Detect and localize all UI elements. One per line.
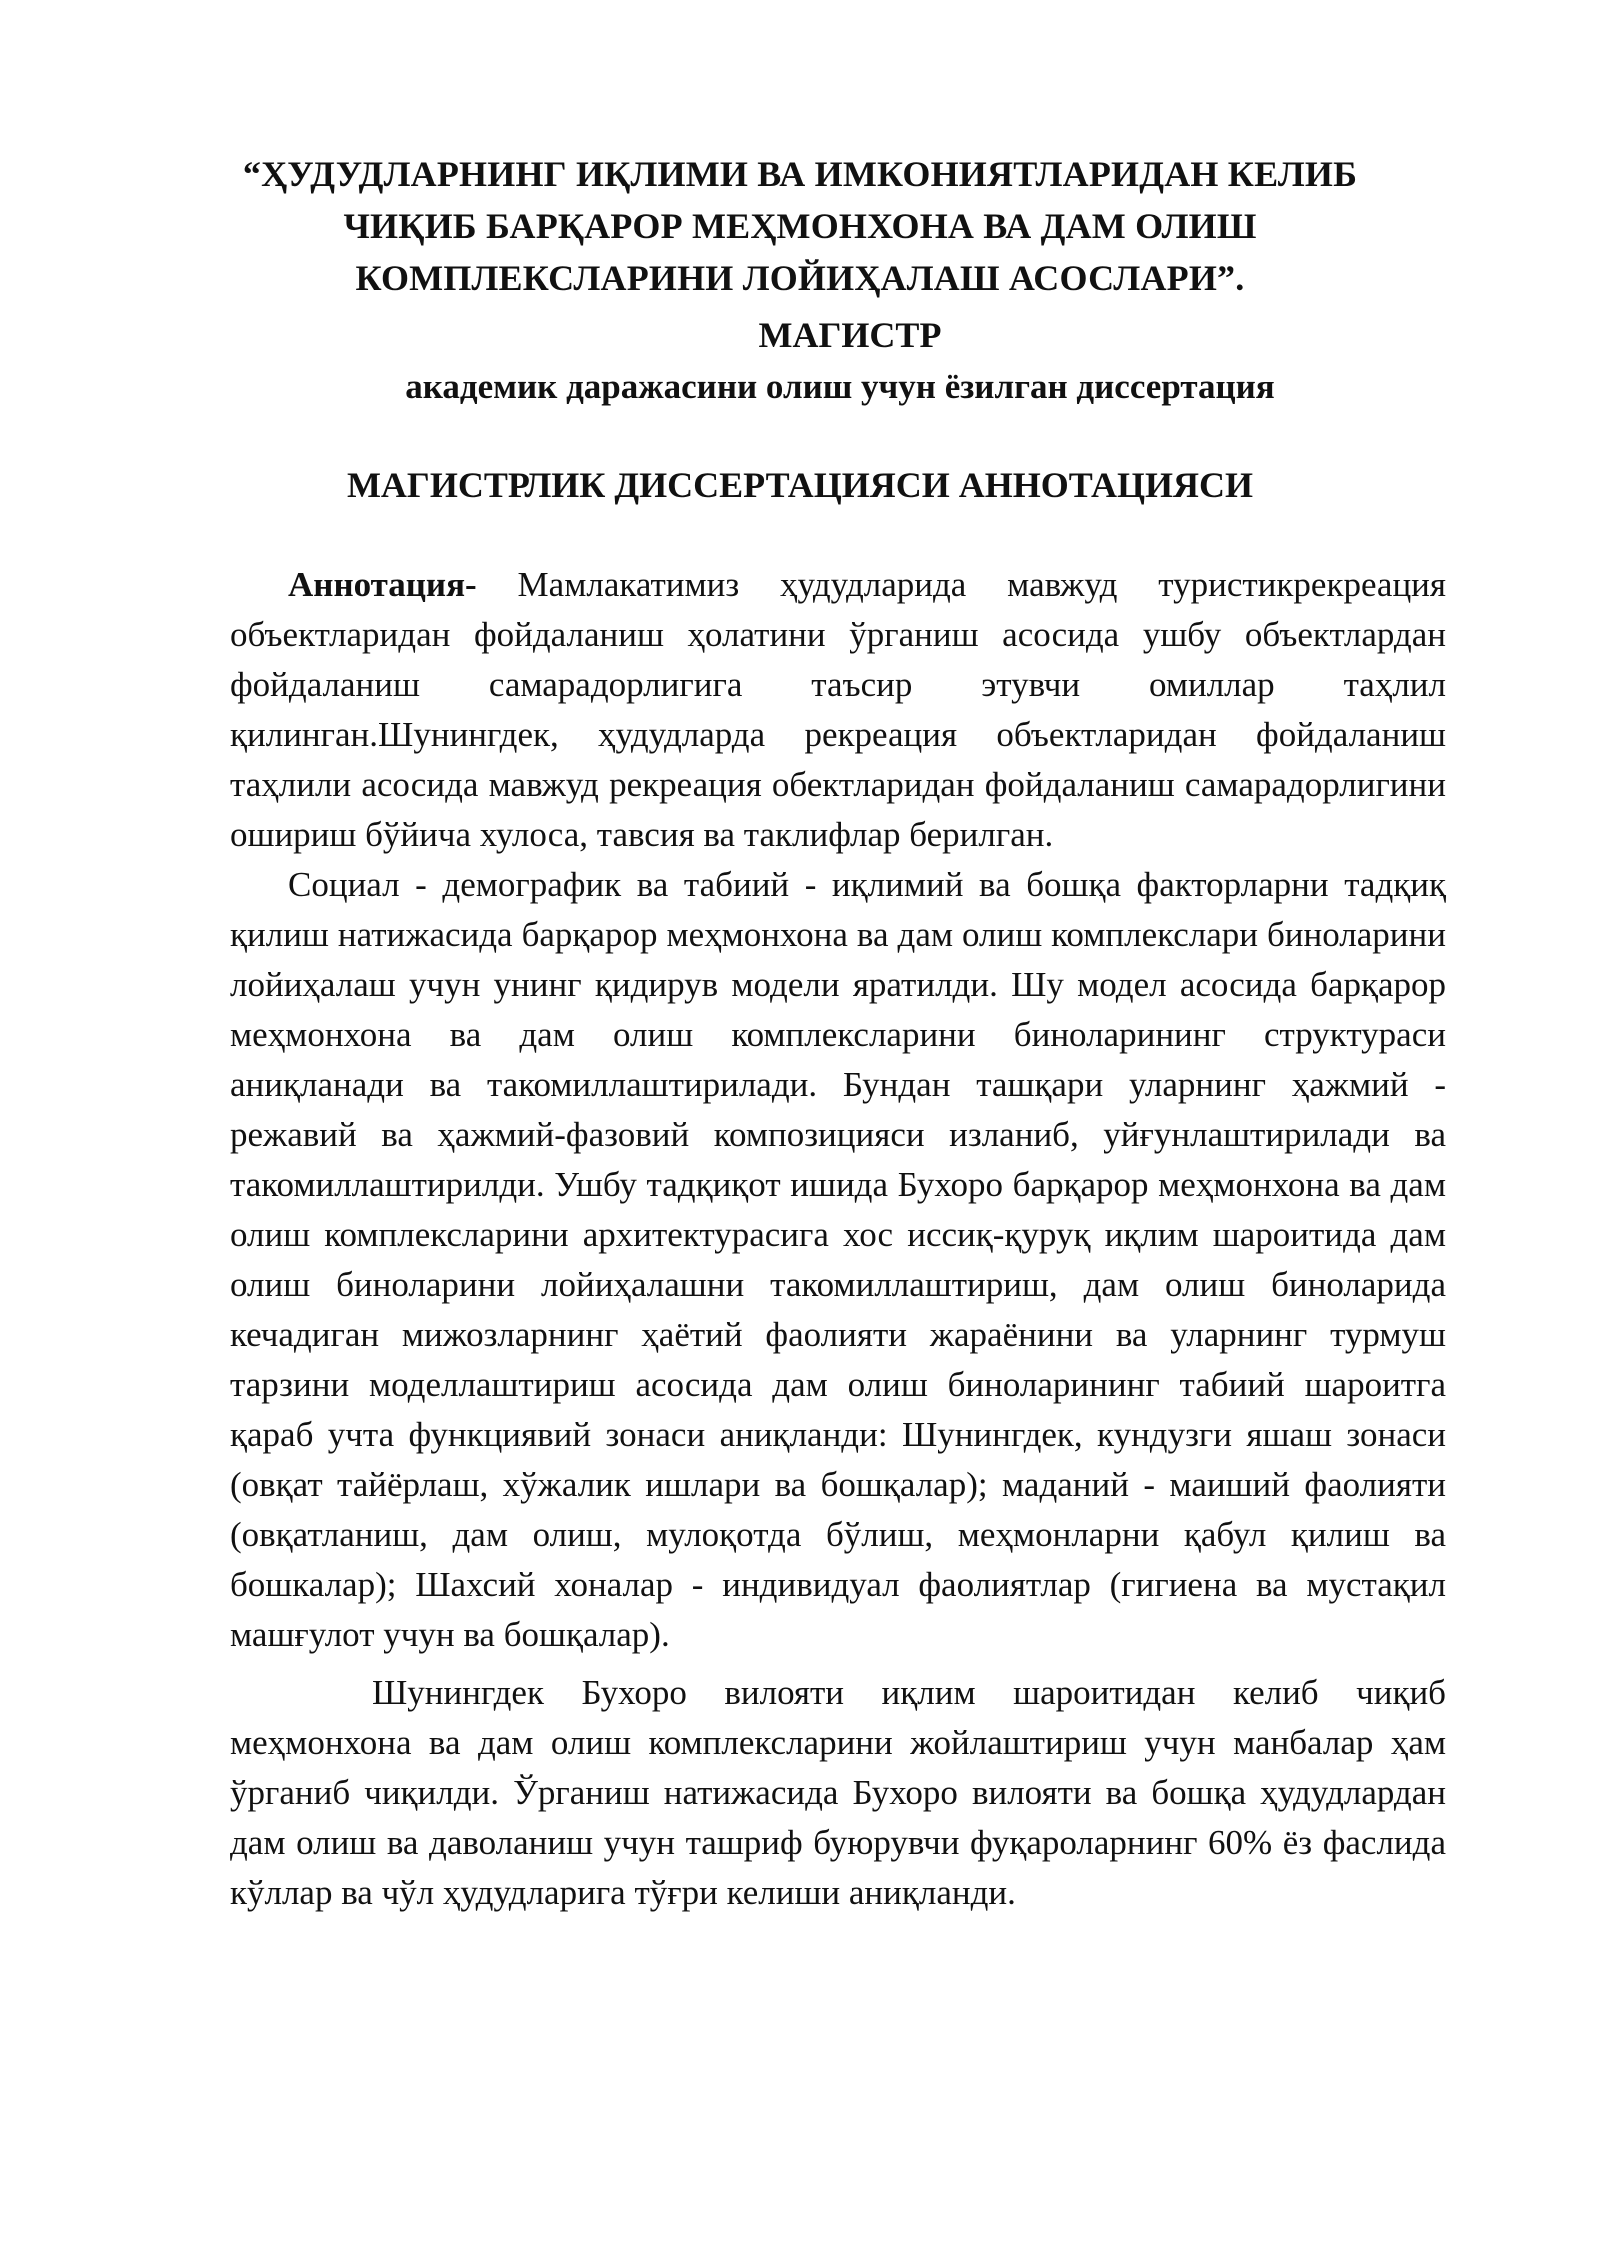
- annotation-paragraph-3: Шунингдек Бухоро вилояти иқлим шароитидан келиб чиқиб меҳмонхона ва дам олиш комплексларини жойлаштириш учун манбалар ҳам ўрганиб чиқилди. Ўрганиш натижасида Бухоро вилояти ва бошқа ҳудудлардан дам олиш ва даволаниш учун ташриф буюрувчи фуқароларнинг 60% ёз фаслида кўллар ва чўл ҳудудларига тўғри келиши аниқланди.: [230, 1673, 1446, 1912]
- annotation-paragraph-2: Социал - демографик ва табиий - иқлимий ва бошқа факторларни тадқиқ қилиш натижасида барқарор меҳмонхона ва дам олиш комплекслари биноларини лойиҳалаш учун унинг қидирув модели яратилди. Шу модел асосида барқарор меҳмонхона ва дам олиш комплексларини биноларининг структураси аниқланади ва такомиллаштирилади. Бундан ташқари уларнинг ҳажмий - режавий ва ҳажмий-фазовий композицияси изланиб, уйғунлаштирилади ва такомиллаштирилди. Ушбу тадқиқот ишида Бухоро барқарор меҳмонхона ва дам олиш комплексларини архитектурасига хос иссиқ-қуруқ иқлим шароитида дам олиш биноларини лойиҳалашни такомиллаштириш, дам олиш биноларида кечадиган мижозларнинг ҳаётий фаолияти жараёнини ва уларнинг турмуш тарзини моделлаштириш асосида дам олиш биноларининг табиий шароитга қараб учта функциявий зонаси аниқланди: Шунингдек, кундузги яшаш зонаси (овқат тайёрлаш, хўжалик ишлари ва бошқалар); маданий - маиший фаолияти (овқатланиш, дам олиш, мулоқотда бўлиш, меҳмонларни қабул қилиш ва бошкалар); Шахсий хоналар - индивидуал фаолиятлар (гигиена ва мустақил машғулот учун ва бошқалар).: [230, 865, 1446, 1654]
- dissertation-title: [200, 148, 1400, 304]
- title-line: “ҲУДУДЛАРНИНГ ИҚЛИМИ ВА ИМКОНИЯТЛАРИДАН КЕЛИБ: [242, 154, 1358, 194]
- degree-label: МАГИСТР: [758, 315, 942, 355]
- title-line: ЧИҚИБ БАРҚАРОР МЕҲМОНХОНА ВА ДАМ ОЛИШ: [343, 206, 1257, 246]
- annotation-paragraph-1: [230, 560, 1446, 860]
- annotation-lead-term: Аннотация-: [288, 565, 477, 604]
- dissertation-purpose: академик даражасини олиш учун ёзилган диссертация: [405, 367, 1275, 406]
- annotation-heading: МАГИСТРЛИК ДИССЕРТАЦИЯСИ АННОТАЦИЯСИ: [346, 465, 1254, 505]
- annotation-body: [230, 560, 1446, 1918]
- annotation-paragraph-1-text: Мамлакатимиз ҳудудларида мавжуд туристикрекреация объектларидан фойдаланиш ҳолатини ўрганиш асосида ушбу объектлардан фойдаланиш самарадорлигига таъсир этувчи омиллар таҳлил қилинган.Шунингдек, ҳудудларда рекреация объектларидан фойдаланиш таҳлили асосида мавжуд рекреация обектларидан фойдаланиш самарадорлигини ошириш бўйича хулоса, тавсия ва таклифлар берилган.: [230, 565, 1446, 854]
- title-line: КОМПЛЕКСЛАРИНИ ЛОЙИҲАЛАШ АСОСЛАРИ”.: [355, 258, 1245, 298]
